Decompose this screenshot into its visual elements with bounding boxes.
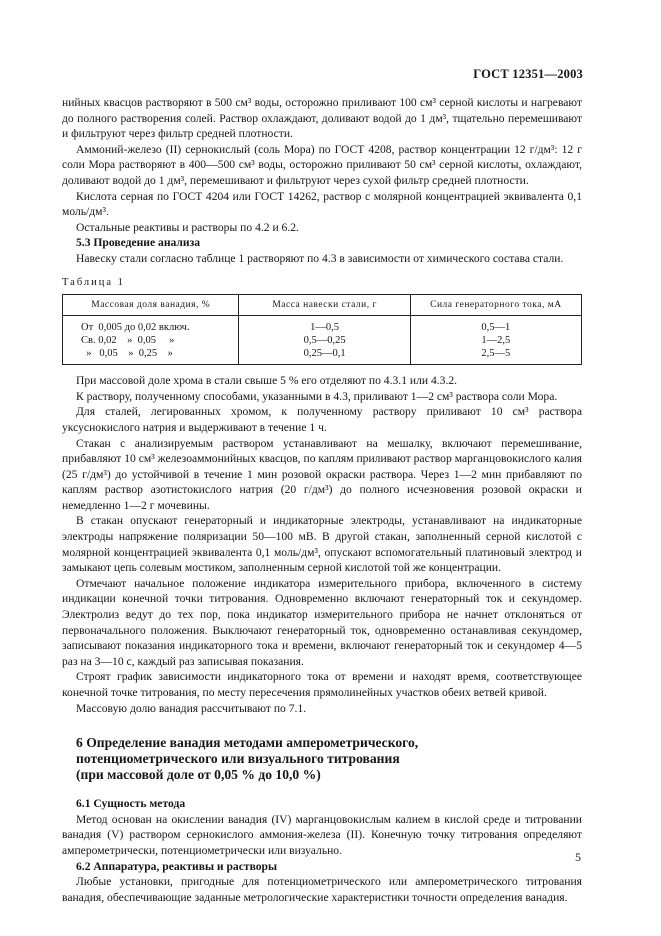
paragraph: Стакан с анализируемым раствором устанавливают на мешалку, включают перемешивание, прибавляют 10 см³ железоаммонийных квасцов, по каплям приливают раствор марганцовокислого калия (25 г/дм³) до устойчивой в течение 1 мин розовой окраски раствора. Через 1—2 мин прибавляют по каплям раствор азотистокислого натрия (20 г/дм³) до полного исчезновения розовой окраски и немедленно 1—2 г мочевины. [62,436,582,512]
table-cell: » 0,05 » 0,25 » [63,347,239,365]
paragraph: Метод основан на окислении ванадия (IV) марганцовокислым калием в кислой среде и титровании ванадия (V) раствором сернокислого аммония-железа (II). Конечную точку титрования определяют амперометрически, потенциометрически или визуально. [62,812,582,857]
subsection-heading-6-2: 6.2 Аппаратура, реактивы и растворы [76,859,278,873]
table-cell: 0,5—0,25 [239,334,410,347]
table-cell: 2,5—5 [410,347,581,365]
paragraph: Отмечают начальное положение индикатора измерительного прибора, включенного в систему индикации конечной точки титрования. Одновременно включают генераторный ток и секундомер. Электролиз ведут до тех пор, пока индикатор измерительного прибора не начнет отклоняться от первоначального положения. Выключают генераторный ток, одновременно останавливая секундомер, записывают показания индикаторного тока и времени, включают генераторный ток и секундомер 4—5 раз на 3—10 с, каждый раз записывая показания. [62,576,582,668]
table-cell: От 0,005 до 0,02 включ. [63,316,239,335]
section-6-title [76,735,582,783]
paragraph: К раствору, полученному способами, указанными в 4.3, приливают 1—2 см³ раствора соли Мора. [76,389,558,403]
table-header-cell: Массовая доля ванадия, % [63,295,239,316]
paragraph: Навеску стали согласно таблице 1 растворяют по 4.3 в зависимости от химического состава стали. [76,251,564,265]
paragraph: Любые установки, пригодные для потенциометрического или амперометрического титрования ванадия, обеспечивающие заданные метрологические характеристики точности определения ванадия. [62,875,582,904]
table-cell: 0,25—0,1 [239,347,410,365]
section-title-line: (при массовой доле от 0,05 % до 10,0 %) [76,767,321,783]
paragraph: При массовой доле хрома в стали свыше 5 % его отделяют по 4.3.1 или 4.3.2. [76,374,458,388]
section-title-line: 6 Определение ванадия методами амперометрического, [76,735,419,751]
table-caption: Таблица 1 [62,276,125,288]
paragraph: Массовую долю ванадия рассчитывают по 7.1. [76,701,307,715]
table-row [63,347,582,365]
section-title-line: потенциометрического или визуального титрования [76,751,400,767]
paragraph: Остальные реактивы и растворы по 4.2 и 6.2. [76,220,299,234]
table-header-row [63,295,582,316]
paragraph: Для сталей, легированных хромом, к полученному раствору приливают 10 см³ раствора уксуснокислого натрия и выдерживают в течение 1 ч. [62,405,582,434]
table-cell: 1—0,5 [239,316,410,335]
table-cell: 0,5—1 [410,316,581,335]
table-cell: 1—2,5 [410,334,581,347]
table-1 [62,294,582,365]
table-row [63,334,582,347]
subsection-heading-5-3: 5.3 Проведение анализа [76,236,201,250]
paragraph: Строят график зависимости индикаторного тока от времени и находят время, соответствующее конечной точке титрования, по месту пересечения прямолинейных участков обеих ветвей кривой. [62,670,582,699]
document-body [62,95,582,905]
table-row [63,316,582,335]
paragraph: Аммоний-железо (II) сернокислый (соль Мора) по ГОСТ 4208, раствор концентрации 12 г/дм³: 12 г соли Мора растворяют в 400—500 см³ воды, осторожно приливают 50 см³ серной кислоты, охлаждают, доливают водой до 1 дм³, перемешивают и фильтруют через сухой фильтр средней плотности. [62,142,582,187]
table-cell: Св. 0,02 » 0,05 » [63,334,239,347]
table-header-cell: Сила генераторного тока, мА [410,295,581,316]
subsection-heading-6-1: 6.1 Сущность метода [76,797,186,811]
page-number: 5 [575,850,581,864]
document-id-header: ГОСТ 12351—2003 [473,67,583,81]
table-header-cell: Масса навески стали, г [239,295,410,316]
paragraph: В стакан опускают генераторный и индикаторные электроды, устанавливают на индикаторные электроды напряжение поляризации 50—100 мВ. В другой стакан, заполненный серной кислотой с молярной концентрацией эквивалента 0,1 моль/дм³, опускают вспомогательный платиновый электрод и замыкают цепь солевым мостиком, заполненным серной кислотой той же концентрации. [62,514,582,575]
paragraph: Кислота серная по ГОСТ 4204 или ГОСТ 14262, раствор с молярной концентрацией эквивалента 0,1 моль/дм³. [62,189,582,219]
paragraph: нийных квасцов растворяют в 500 см³ воды, осторожно приливают 100 см³ серной кислоты и нагревают до полного растворения солей. Раствор охлаждают, доливают водой до 1 дм³, тщательно перемешивают и фильтруют через фильтр средней плотности. [62,96,582,141]
